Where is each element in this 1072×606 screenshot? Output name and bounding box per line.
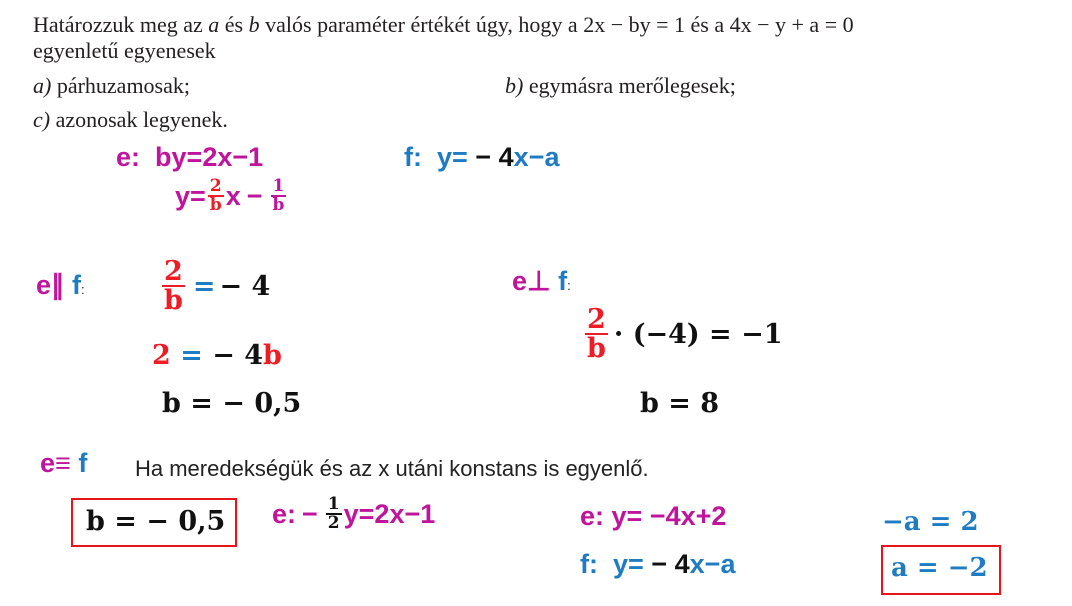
perpendicular-heading	[512, 266, 571, 297]
identical-heading	[40, 448, 87, 479]
term: −	[232, 142, 249, 172]
line-e-label: e:	[116, 142, 141, 172]
option-a-text: párhuzamosak;	[51, 73, 190, 98]
denominator: b	[209, 195, 222, 215]
term: by	[155, 142, 187, 172]
colon: :	[81, 282, 85, 297]
term: b	[263, 340, 282, 371]
identical-symbol: ≡	[55, 448, 71, 478]
term: =	[192, 270, 216, 302]
term: x	[513, 142, 529, 172]
option-c	[33, 107, 228, 133]
term: =	[190, 180, 206, 211]
var-a: a	[208, 12, 220, 37]
line-e-equation	[116, 142, 263, 173]
problem-text: és a	[685, 12, 730, 37]
perpendicular-symbol: ⊥	[527, 266, 551, 296]
term: =	[452, 142, 468, 172]
term: e	[512, 266, 528, 296]
term: y= −4x+2	[611, 501, 727, 531]
problem-text: valós paraméter értékét úgy, hogy a	[259, 12, 584, 37]
problem-line-2: egyenletű egyenesek	[33, 38, 216, 63]
line-e-slope-form	[175, 178, 288, 214]
term: · (−4) = −1	[613, 318, 783, 350]
denominator: b	[272, 195, 285, 215]
option-a-label: a)	[33, 73, 52, 98]
identical-e-slope-form	[580, 501, 726, 532]
option-b-text: egymásra merőlegesek;	[523, 73, 736, 98]
boxed-b-value: b = − 0,5	[86, 506, 226, 537]
var-b: b	[248, 12, 260, 37]
term: f	[78, 448, 88, 478]
parallel-result: b = − 0,5	[162, 388, 302, 419]
term: 4	[498, 142, 514, 172]
option-b	[505, 73, 736, 99]
term: a	[720, 549, 736, 579]
equation-2: 4x − y + a = 0	[729, 12, 854, 37]
term: f	[558, 266, 568, 296]
term: −	[475, 142, 492, 172]
fraction	[208, 178, 224, 214]
term: 2x	[202, 142, 233, 172]
term: x	[225, 180, 241, 211]
boxed-a-value: a = −2	[891, 553, 988, 583]
term: e:	[272, 498, 297, 529]
term: f:	[580, 549, 598, 579]
term: y=	[613, 549, 644, 579]
term: f	[72, 270, 82, 300]
parallel-heading	[36, 270, 85, 301]
term: − 4	[219, 270, 271, 302]
fraction	[162, 258, 185, 314]
parallel-step-1	[160, 258, 270, 314]
term: 2	[152, 340, 171, 371]
numerator: 2	[209, 176, 222, 196]
denominator: b	[587, 333, 606, 364]
perpendicular-step	[583, 306, 782, 362]
fraction	[585, 306, 608, 362]
denominator: b	[164, 285, 183, 316]
option-c-label: c)	[33, 107, 51, 132]
problem-text: és	[219, 12, 249, 37]
term: x	[689, 549, 705, 579]
numerator: 1	[272, 176, 285, 196]
parallel-symbol: ∥	[51, 270, 65, 300]
line-f-equation	[404, 142, 560, 173]
term: −	[246, 180, 263, 211]
numerator: 1	[327, 494, 340, 514]
denominator: 2	[327, 513, 340, 533]
perpendicular-result: b = 8	[640, 388, 720, 419]
option-a	[33, 73, 190, 99]
term: y	[175, 180, 191, 211]
term: − 4	[212, 340, 264, 371]
problem-text: Határozzuk meg az	[33, 12, 209, 37]
identical-f-equation	[580, 549, 735, 580]
term: −	[302, 498, 318, 529]
term: 1	[248, 142, 264, 172]
numerator: 2	[164, 256, 183, 287]
negative-a-equation: −a = 2	[882, 507, 979, 537]
option-b-label: b)	[505, 73, 524, 98]
term: y	[437, 142, 453, 172]
term: 4	[674, 549, 690, 579]
term: =	[180, 340, 203, 371]
numerator: 2	[587, 304, 606, 335]
fraction	[326, 496, 342, 532]
identical-e-equation	[272, 496, 435, 532]
fraction	[271, 178, 287, 214]
term: e:	[580, 501, 605, 531]
term: e	[40, 448, 56, 478]
line-f-label: f:	[404, 142, 422, 172]
parallel-step-2	[152, 340, 282, 371]
term: −	[704, 549, 721, 579]
term: −	[651, 549, 668, 579]
equation-1: 2x − by = 1	[583, 12, 686, 37]
identical-explanation: Ha meredekségük és az x utáni konstans is egyenlő.	[135, 456, 649, 481]
term: y=2x−1	[343, 498, 436, 529]
option-c-text: azonosak legyenek.	[50, 107, 228, 132]
term: a	[544, 142, 560, 172]
term: e	[36, 270, 52, 300]
problem-line-1	[33, 12, 854, 38]
term: −	[528, 142, 545, 172]
term: =	[186, 142, 203, 172]
colon: :	[567, 278, 571, 293]
